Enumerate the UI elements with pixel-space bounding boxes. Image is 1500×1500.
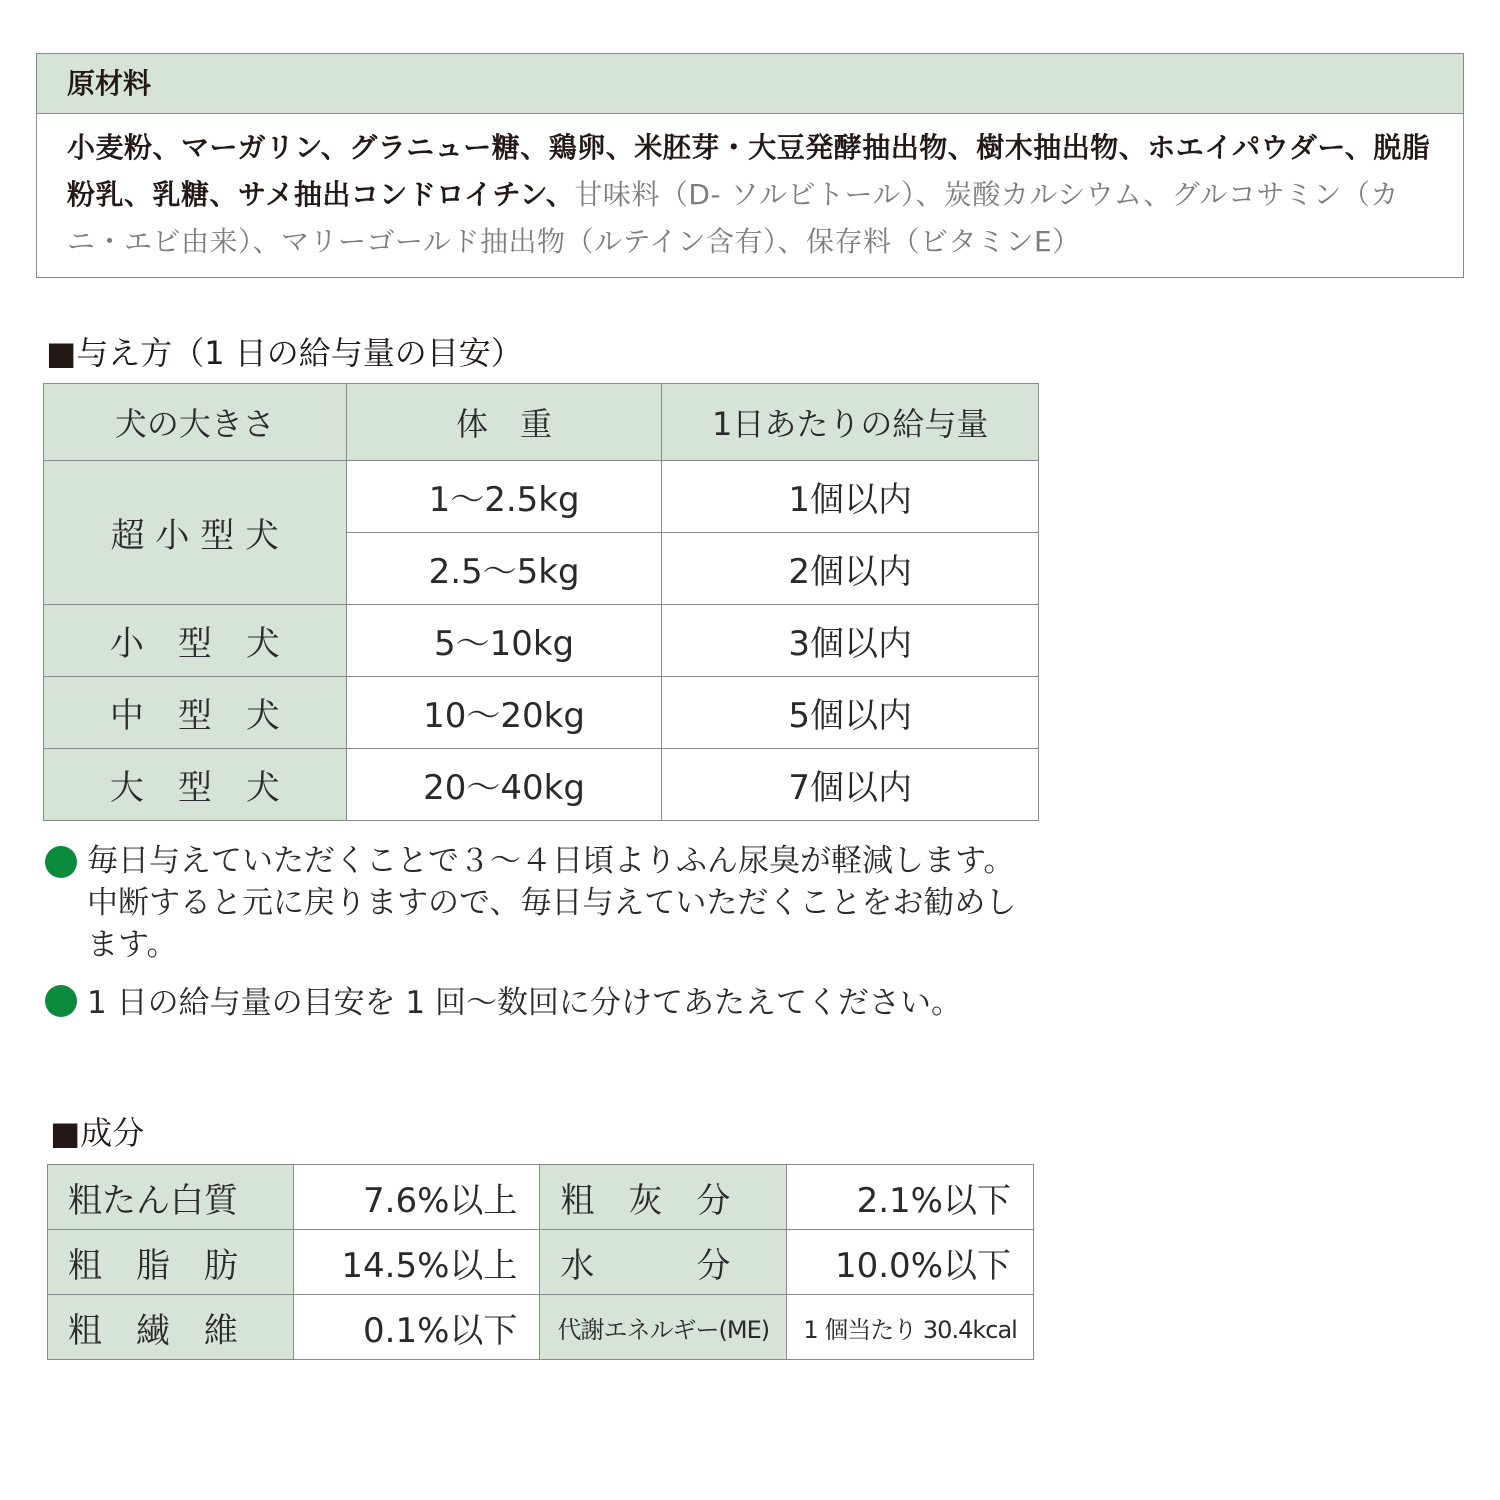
amount-cell: 2個以内 bbox=[662, 533, 1039, 605]
nutrient-value: 14.5%以上 bbox=[293, 1230, 540, 1295]
ingredients-heading: 原材料 bbox=[37, 54, 1463, 114]
header-dog-size: 犬の大きさ bbox=[44, 384, 347, 461]
nutrient-label: 水 分 bbox=[540, 1230, 787, 1295]
nutrient-value: 1 個当たり 30.4kcal bbox=[787, 1295, 1034, 1360]
nutrient-label: 粗 灰 分 bbox=[540, 1165, 787, 1230]
table-row bbox=[44, 749, 1039, 821]
table-row bbox=[44, 461, 1039, 533]
ingredients-additives: 甘味料（D- ソルビトール）、炭酸カルシウム、グルコサミン（カニ・エビ由来）、マリーゴールド抽出物（ルテイン含有）、保存料（ビタミンE） bbox=[67, 178, 1399, 258]
amount-cell: 3個以内 bbox=[662, 605, 1039, 677]
table-row bbox=[44, 677, 1039, 749]
table-row bbox=[48, 1165, 1034, 1230]
weight-cell: 1～2.5kg bbox=[346, 461, 662, 533]
amount-cell: 5個以内 bbox=[662, 677, 1039, 749]
weight-cell: 5～10kg bbox=[346, 605, 662, 677]
feeding-table bbox=[43, 383, 1039, 821]
ingredients-box bbox=[36, 53, 1464, 278]
nutrient-value: 2.1%以下 bbox=[787, 1165, 1034, 1230]
composition-title: ■成分 bbox=[50, 1114, 145, 1152]
nutrient-value: 7.6%以上 bbox=[293, 1165, 540, 1230]
table-header-row bbox=[44, 384, 1039, 461]
dog-size-cell: 大 型 犬 bbox=[44, 749, 347, 821]
nutrient-label: 粗たん白質 bbox=[48, 1165, 294, 1230]
dog-size-cell: 超 小 型 犬 bbox=[44, 461, 347, 605]
bullet-dot-icon bbox=[45, 846, 77, 878]
note-1: 毎日与えていただくことで３～４日頃よりふん尿臭が軽減します。中断すると元に戻りますので、毎日与えていただくことをお勧めします。 bbox=[87, 843, 1017, 963]
nutrient-label: 代謝エネルギー(ME) bbox=[540, 1295, 787, 1360]
dog-size-cell: 小 型 犬 bbox=[44, 605, 347, 677]
weight-cell: 10～20kg bbox=[346, 677, 662, 749]
feeding-title: ■与え方（1 日の給与量の目安） bbox=[46, 334, 523, 372]
table-row bbox=[48, 1295, 1034, 1360]
amount-cell: 1個以内 bbox=[662, 461, 1039, 533]
header-daily-amount: 1日あたりの給与量 bbox=[662, 384, 1039, 461]
amount-cell: 7個以内 bbox=[662, 749, 1039, 821]
ingredients-main: 小麦粉、マーガリン、グラニュー糖、鶏卵、米胚芽・大豆発酵抽出物、樹木抽出物、ホエイパウダー、脱脂粉乳、乳糖、サメ抽出コンドロイチン、 bbox=[67, 131, 1431, 211]
header-weight: 体 重 bbox=[346, 384, 662, 461]
nutrient-label: 粗 脂 肪 bbox=[48, 1230, 294, 1295]
composition-table bbox=[47, 1164, 1034, 1360]
table-row bbox=[48, 1230, 1034, 1295]
bullet-dot-icon bbox=[45, 985, 77, 1017]
nutrient-value: 10.0%以下 bbox=[787, 1230, 1034, 1295]
ingredients-text bbox=[37, 114, 1463, 265]
weight-cell: 2.5～5kg bbox=[346, 533, 662, 605]
dog-size-cell: 中 型 犬 bbox=[44, 677, 347, 749]
note-2: 1 日の給与量の目安を 1 回～数回に分けてあたえてください。 bbox=[87, 985, 963, 1021]
nutrient-label: 粗 繊 維 bbox=[48, 1295, 294, 1360]
nutrient-value: 0.1%以下 bbox=[293, 1295, 540, 1360]
weight-cell: 20～40kg bbox=[346, 749, 662, 821]
table-row bbox=[44, 605, 1039, 677]
